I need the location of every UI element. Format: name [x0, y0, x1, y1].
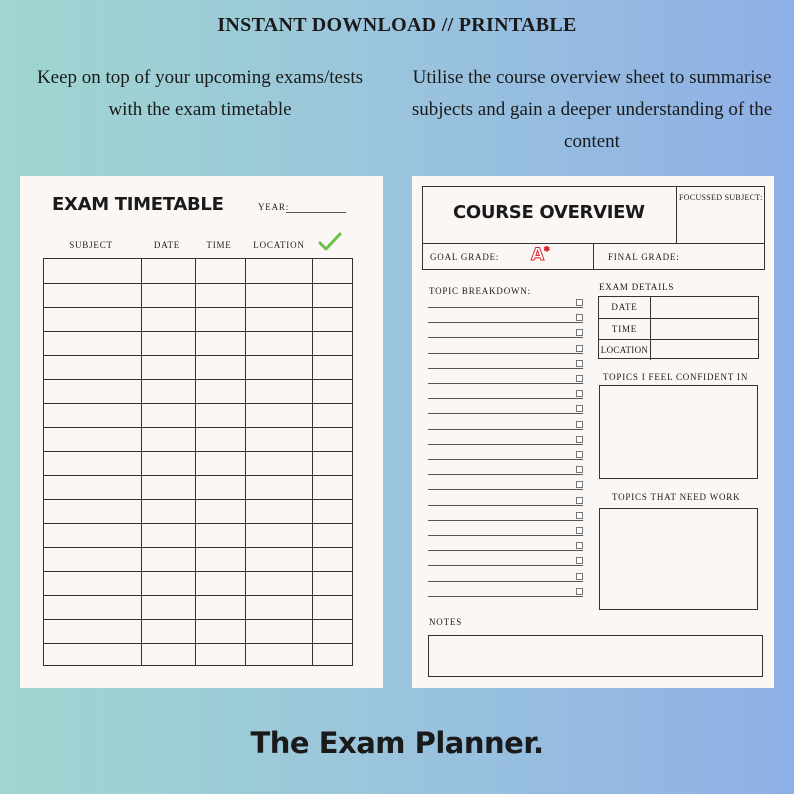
- topic-line: [428, 353, 583, 354]
- exam-details-label: EXAM DETAILS: [599, 282, 675, 292]
- grid-row-line: [44, 547, 352, 548]
- topic-line: [428, 565, 583, 566]
- topic-line: [428, 383, 583, 384]
- exam-details-row-location: [599, 339, 758, 360]
- header-divider: [676, 187, 677, 243]
- goal-grade-letter: A: [531, 245, 545, 265]
- cell-divider: [650, 319, 651, 339]
- topic-checkbox: [576, 421, 583, 428]
- topic-line: [428, 444, 583, 445]
- topic-line: [428, 535, 583, 536]
- exam-details-location-label: LOCATION: [600, 345, 649, 355]
- grid-row-line: [44, 499, 352, 500]
- grid-row-line: [44, 427, 352, 428]
- grid-column-divider: [312, 259, 313, 665]
- topic-line: [428, 307, 583, 308]
- topic-checkbox: [576, 375, 583, 382]
- exam-timetable-title: EXAM TIMETABLE: [52, 194, 224, 215]
- need-work-topics-label: TOPICS THAT NEED WORK: [612, 492, 741, 502]
- column-header-location: LOCATION: [253, 240, 305, 250]
- topic-checkbox: [576, 481, 583, 488]
- cell-divider: [650, 297, 651, 318]
- grade-divider: [593, 244, 594, 269]
- topic-line: [428, 413, 583, 414]
- intro-text-right: Utilise the course overview sheet to summarise subjects and gain a deeper understanding of the content: [411, 67, 773, 152]
- topic-line: [428, 398, 583, 399]
- notes-box: [428, 635, 763, 677]
- topic-checkbox: [576, 390, 583, 397]
- course-overview-title: COURSE OVERVIEW: [453, 202, 645, 223]
- topic-line: [428, 596, 583, 597]
- grid-row-line: [44, 355, 352, 356]
- year-line: [286, 212, 346, 213]
- topic-checkbox: [576, 360, 583, 367]
- need-work-topics-box: [599, 508, 758, 610]
- notes-label: NOTES: [429, 617, 462, 627]
- grid-row-line: [44, 595, 352, 596]
- column-header-time: TIME: [206, 240, 232, 250]
- grid-row-line: [44, 475, 352, 476]
- grid-row-line: [44, 619, 352, 620]
- confident-topics-box: [599, 385, 758, 479]
- grid-row-line: [44, 283, 352, 284]
- topic-line: [428, 581, 583, 582]
- topic-checkbox: [576, 527, 583, 534]
- exam-details-row-date: [599, 297, 758, 318]
- final-grade-label: FINAL GRADE:: [608, 252, 680, 262]
- page-header-title: INSTANT DOWNLOAD // PRINTABLE: [217, 14, 577, 36]
- topic-line: [428, 520, 583, 521]
- cell-divider: [650, 340, 651, 360]
- topic-checkbox: [576, 512, 583, 519]
- topic-breakdown-label: TOPIC BREAKDOWN:: [429, 286, 531, 296]
- course-overview-header: [422, 186, 765, 244]
- exam-details-row-time: [599, 318, 758, 339]
- topic-checkbox: [576, 436, 583, 443]
- course-overview-sheet: [412, 176, 774, 688]
- topic-line: [428, 474, 583, 475]
- topic-checkbox: [576, 299, 583, 306]
- column-header-date: DATE: [153, 240, 181, 250]
- topic-checkbox: [576, 314, 583, 321]
- goal-grade-value: [531, 245, 549, 265]
- column-header-subject: SUBJECT: [69, 240, 113, 250]
- exam-details-table: [598, 296, 759, 359]
- grid-column-divider: [195, 259, 196, 665]
- topic-line: [428, 322, 583, 323]
- exam-details-time-label: TIME: [611, 324, 638, 334]
- topic-line: [428, 550, 583, 551]
- exam-details-date-label: DATE: [611, 302, 638, 312]
- grid-row-line: [44, 571, 352, 572]
- check-icon: [318, 232, 342, 252]
- grade-row: [422, 243, 765, 270]
- confident-topics-label: TOPICS I FEEL CONFIDENT IN: [603, 372, 749, 382]
- intro-text-left: Keep on top of your upcoming exams/tests with the exam timetable: [36, 67, 364, 120]
- exam-timetable-grid: [43, 258, 353, 666]
- focussed-subject-label: FOCUSSED SUBJECT:: [679, 193, 763, 202]
- grid-row-line: [44, 307, 352, 308]
- exam-timetable-sheet: [20, 176, 383, 688]
- grid-row-line: [44, 643, 352, 644]
- topic-checkbox: [576, 542, 583, 549]
- grid-row-line: [44, 379, 352, 380]
- topic-line: [428, 459, 583, 460]
- goal-grade-star: *: [544, 245, 550, 257]
- year-label: YEAR:: [258, 202, 289, 212]
- topic-checkbox: [576, 405, 583, 412]
- topic-checkbox: [576, 497, 583, 504]
- grid-column-divider: [141, 259, 142, 665]
- topic-checkbox: [576, 345, 583, 352]
- grid-row-line: [44, 403, 352, 404]
- topic-line: [428, 337, 583, 338]
- topic-checkbox: [576, 329, 583, 336]
- topic-checkbox: [576, 573, 583, 580]
- grid-row-line: [44, 523, 352, 524]
- topic-checkbox: [576, 557, 583, 564]
- topic-checkbox: [576, 451, 583, 458]
- topic-line: [428, 429, 583, 430]
- topic-checkbox: [576, 466, 583, 473]
- topic-line: [428, 489, 583, 490]
- grid-row-line: [44, 331, 352, 332]
- topic-line: [428, 368, 583, 369]
- grid-row-line: [44, 451, 352, 452]
- topic-checkbox: [576, 588, 583, 595]
- footer-title: The Exam Planner.: [250, 726, 544, 760]
- topic-line: [428, 505, 583, 506]
- grid-column-divider: [245, 259, 246, 665]
- goal-grade-label: GOAL GRADE:: [430, 252, 500, 262]
